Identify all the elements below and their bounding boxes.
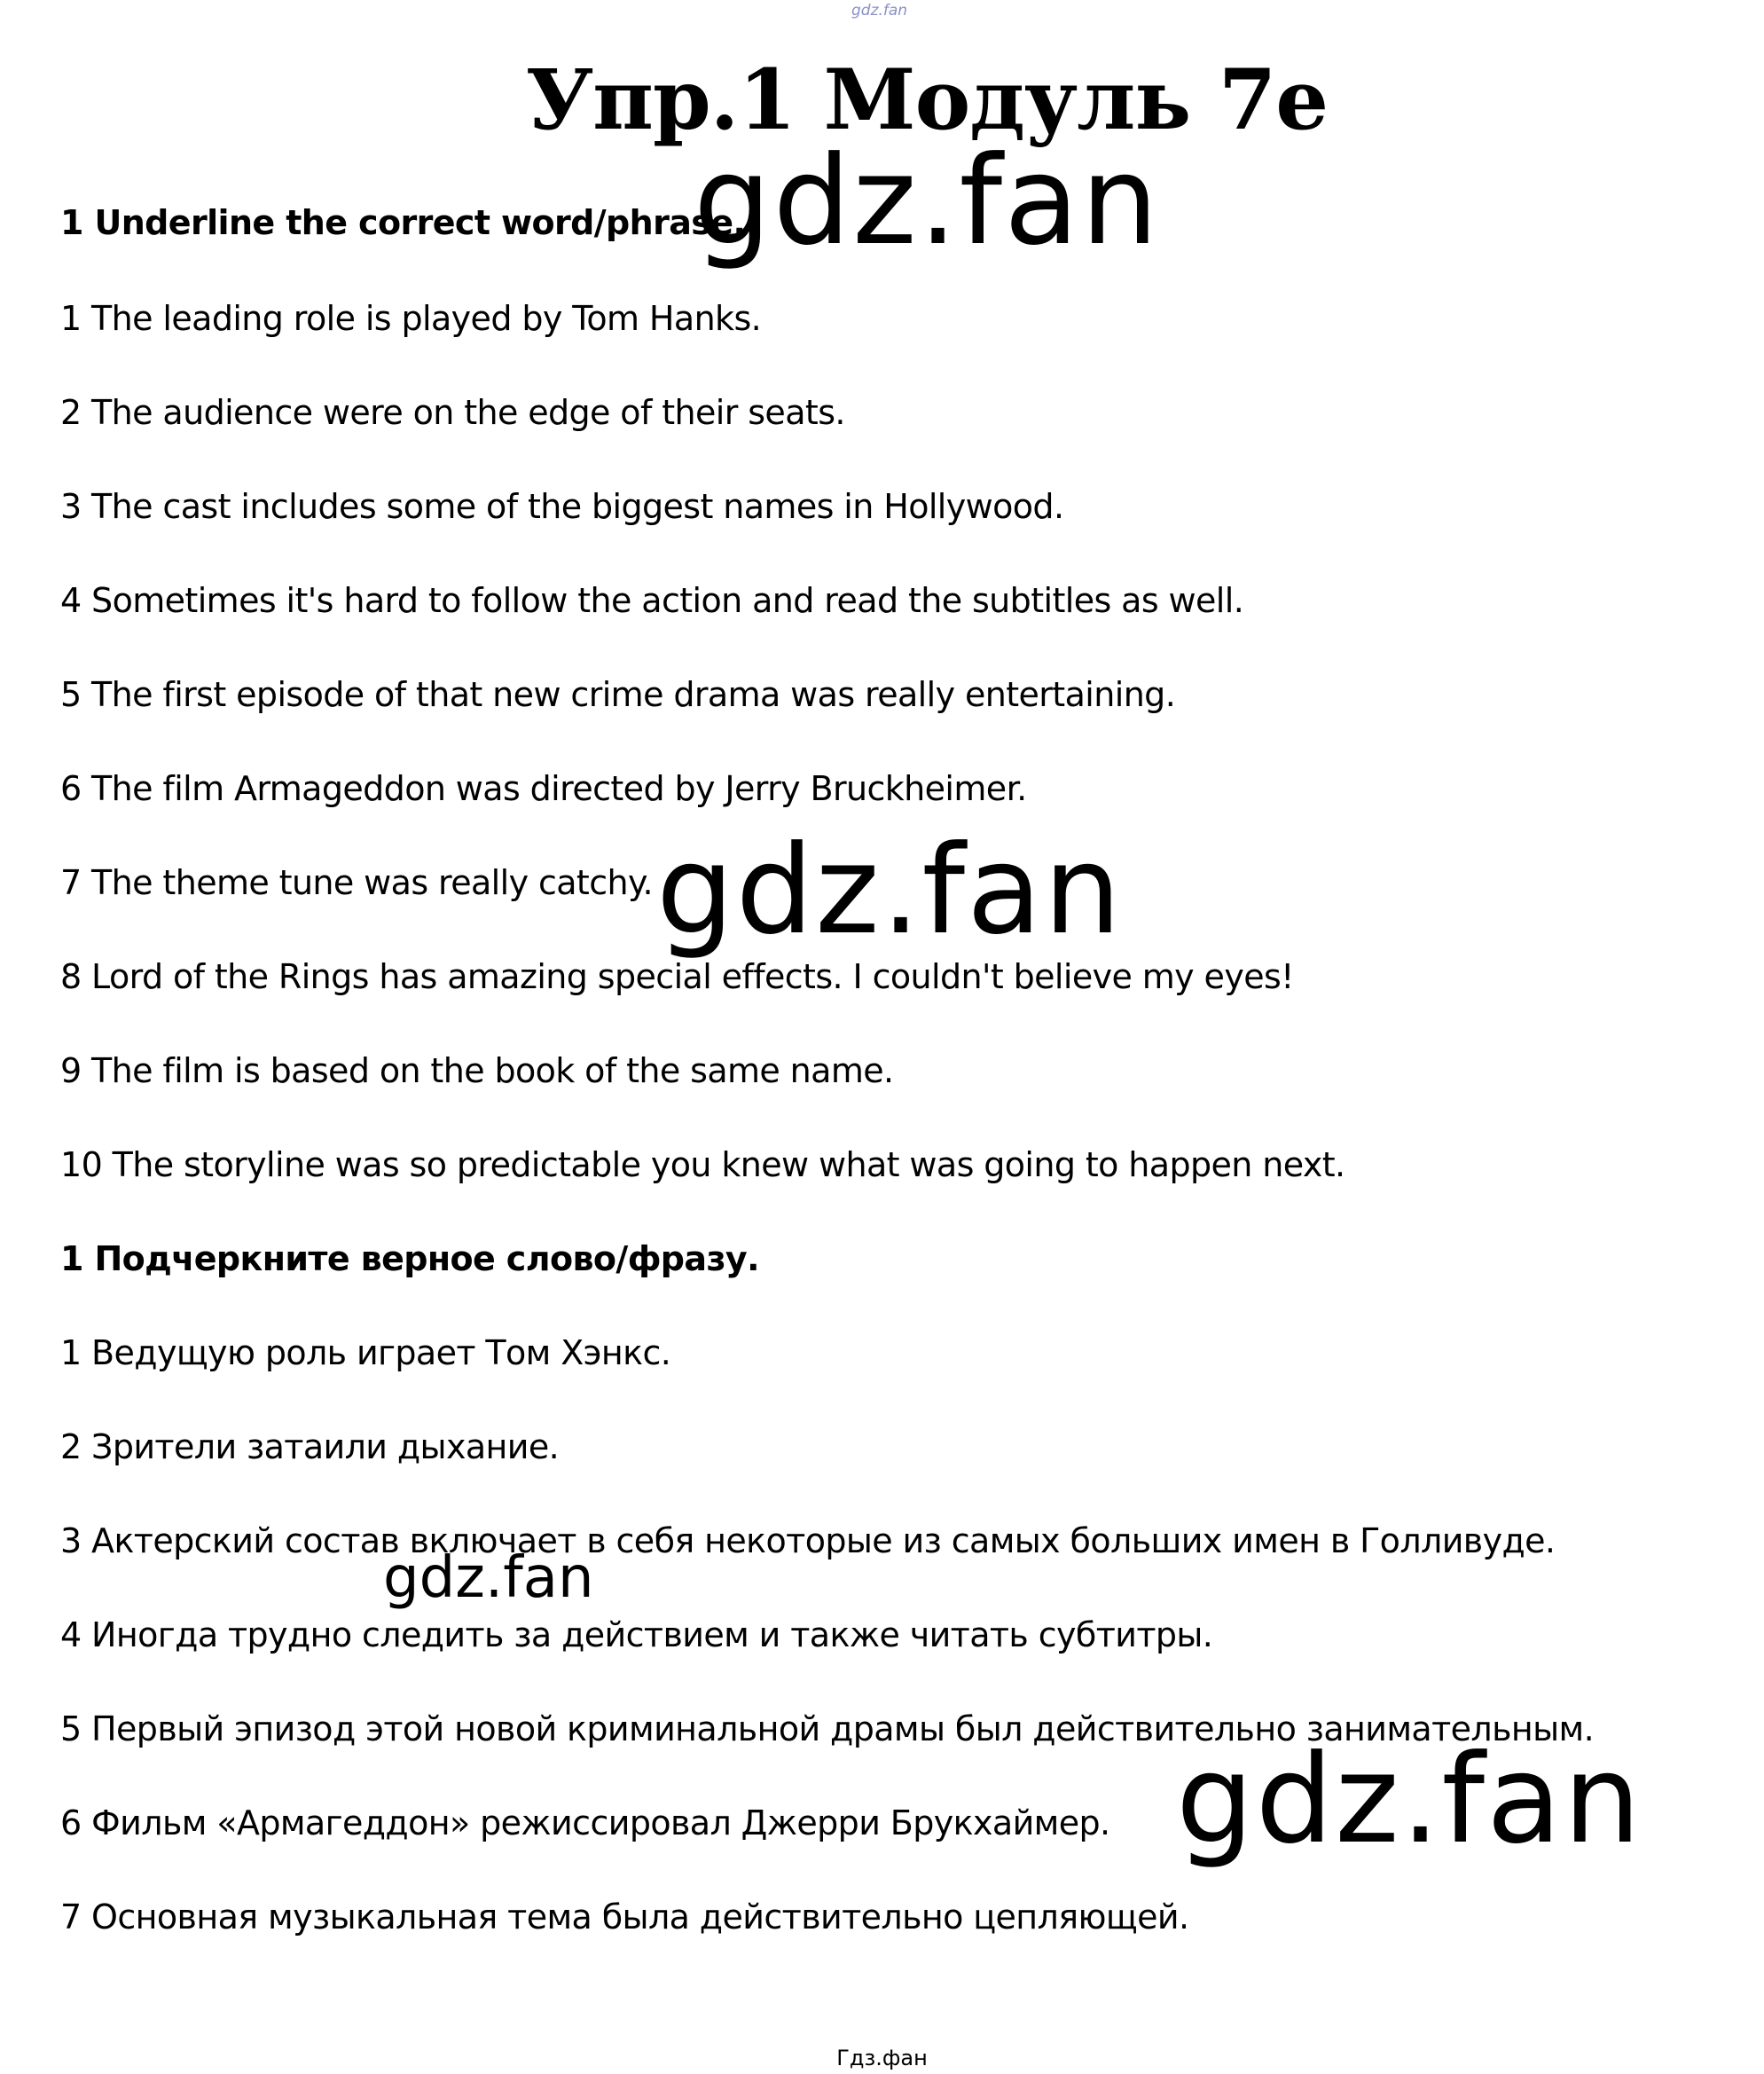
russian-item: 1 Ведущую роль играет Том Хэнкс. <box>60 1333 671 1372</box>
russian-item: 4 Иногда трудно следить за действием и также читать субтитры. <box>60 1615 1213 1654</box>
english-item: 7 The theme tune was really catchy. <box>60 863 653 902</box>
english-item: 10 The storyline was so predictable you knew what was going to happen next. <box>60 1145 1345 1184</box>
english-item: 2 The audience were on the edge of their seats. <box>60 393 845 432</box>
english-item: 8 Lord of the Rings has amazing special effects. I couldn't believe my eyes! <box>60 957 1294 996</box>
page-title: Упр.1 Модуль 7е <box>525 51 1329 149</box>
watermark: gdz.fan <box>694 130 1161 272</box>
russian-item: 6 Фильм «Армагеддон» режиссировал Джерри Брукхаймер. <box>60 1803 1110 1842</box>
watermark: gdz.fan <box>1176 1728 1643 1871</box>
watermark: gdz.fan <box>656 819 1124 962</box>
russian-item: 2 Зрители затаили дыхание. <box>60 1427 560 1466</box>
header-watermark: gdz.fan <box>851 2 908 20</box>
english-item: 4 Sometimes it's hard to follow the action and read the subtitles as well. <box>60 581 1244 620</box>
russian-heading: 1 Подчеркните верное слово/фразу. <box>60 1239 759 1278</box>
english-item: 1 The leading role is played by Tom Hanks. <box>60 299 762 338</box>
russian-item: 5 Первый эпизод этой новой криминальной драмы был действительно занимательным. <box>60 1709 1595 1748</box>
russian-item: 7 Основная музыкальная тема была действительно цепляющей. <box>60 1897 1189 1937</box>
english-item: 5 The first episode of that new crime drama was really entertaining. <box>60 675 1176 714</box>
russian-item: 3 Актерский состав включает в себя некоторые из самых больших имен в Голливуде. <box>60 1521 1556 1560</box>
english-item: 9 The film is based on the book of the same name. <box>60 1051 894 1090</box>
page-footer: Гдз.фан <box>836 2046 928 2070</box>
english-item: 6 The film Armageddon was directed by Jerry Bruckheimer. <box>60 769 1027 808</box>
english-heading: 1 Underline the correct word/phrase. <box>60 203 746 242</box>
watermark: gdz.fan <box>383 1545 594 1611</box>
english-item: 3 The cast includes some of the biggest names in Hollywood. <box>60 487 1064 526</box>
